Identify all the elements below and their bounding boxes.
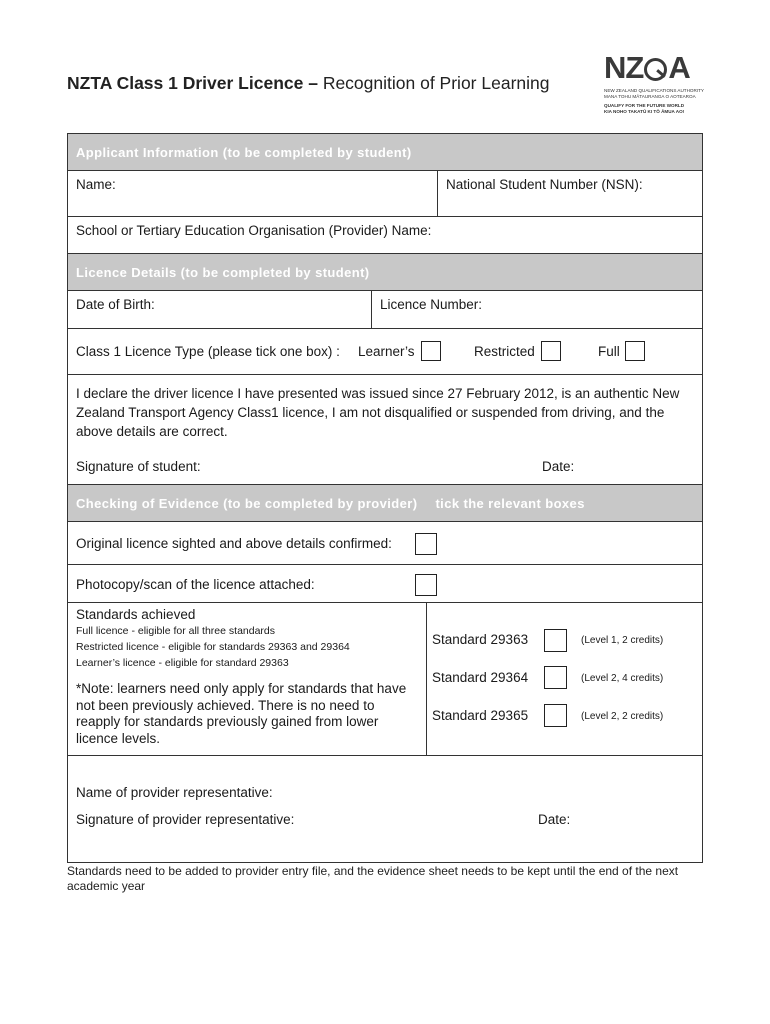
restricted-checkbox[interactable] [541, 341, 561, 361]
licence-sighted-row [68, 522, 702, 565]
nsn-label: National Student Number (NSN): [446, 177, 643, 192]
form-title [67, 73, 549, 94]
standard-29363-checkbox[interactable] [544, 629, 567, 652]
student-date-label[interactable]: Date: [542, 459, 575, 474]
licence-number-field[interactable] [372, 291, 702, 328]
dob-label: Date of Birth: [76, 297, 155, 312]
name-label: Name: [76, 177, 116, 192]
learners-checkbox[interactable] [421, 341, 441, 361]
form-title-bold: NZTA Class 1 Driver Licence – [67, 73, 318, 93]
standard-29365-detail: (Level 2, 2 credits) [581, 711, 664, 722]
provider-row [68, 217, 702, 254]
declaration-row [68, 375, 702, 485]
eligibility-full: Full licence - eligible for all three standards [76, 625, 276, 637]
dob-field[interactable] [68, 291, 372, 328]
standard-29364-detail: (Level 2, 4 credits) [581, 673, 664, 684]
provider-name-field[interactable] [68, 217, 702, 253]
restricted-label: Restricted [474, 344, 535, 359]
dob-licence-row [68, 291, 702, 329]
photocopy-row [68, 565, 702, 603]
provider-label: School or Tertiary Education Organisation (Provider) Name: [76, 223, 432, 238]
nzqa-logo [604, 52, 704, 114]
licence-section-heading: Licence Details (to be completed by student) [68, 254, 702, 291]
full-checkbox[interactable] [625, 341, 645, 361]
rpl-form [67, 133, 703, 863]
standard-29365-label: Standard 29365 [432, 708, 529, 723]
standard-29363-label: Standard 29363 [432, 632, 529, 647]
rep-date-label[interactable]: Date: [538, 812, 571, 827]
logo-line-3: QUALIFY FOR THE FUTURE WORLD [604, 103, 685, 108]
licence-number-label: Licence Number: [380, 297, 483, 312]
applicant-section-heading: Applicant Information (to be completed by student) [68, 134, 702, 171]
applicant-name-row [68, 171, 702, 217]
logo-line-2: MANA TOHU MĀTAURANGA O AOTEAROA [604, 93, 696, 99]
evidence-section-heading: Checking of Evidence (to be completed by provider) tick the relevant boxes [68, 485, 702, 522]
licence-sighted-checkbox[interactable] [415, 533, 437, 555]
name-field[interactable] [68, 171, 438, 216]
standard-29365-checkbox[interactable] [544, 704, 567, 727]
nsn-field[interactable] [438, 171, 702, 216]
student-signature-label[interactable]: Signature of student: [76, 459, 201, 474]
form-title-rest: Recognition of Prior Learning [317, 73, 550, 93]
eligibility-restricted: Restricted licence - eligible for standards 29363 and 29364 [76, 641, 350, 653]
standards-note: *Note: learners need only apply for standards that have not been previously achieved. There is no need to reapply for standards previously gained from lower licence levels. [76, 681, 407, 746]
footer-note: Standards need to be added to provider entry file, and the evidence sheet needs to be kept until the end of the next academic year [67, 864, 679, 893]
declaration-text: I declare the driver licence I have presented was issued since 27 February 2012, is an authentic New Zealand Transport Agency Class1 licence, I am not disqualified or suspended from driving, and the above details are correct. [76, 386, 680, 439]
full-label: Full [598, 344, 620, 359]
evidence-heading-note: tick the relevant boxes [435, 495, 585, 511]
standards-info [76, 606, 421, 747]
standard-29363-detail: (Level 1, 2 credits) [581, 635, 664, 646]
logo-line-1: NEW ZEALAND QUALIFICATIONS AUTHORITY [604, 88, 704, 93]
rep-signature-label[interactable]: Signature of provider representative: [76, 812, 295, 827]
licence-type-label: Class 1 Licence Type (please tick one box) : [76, 344, 340, 359]
learners-label: Learner’s [358, 344, 415, 359]
rep-name-label[interactable]: Name of provider representative: [76, 785, 273, 800]
photocopy-label: Photocopy/scan of the licence attached: [76, 577, 315, 592]
standard-29364-checkbox[interactable] [544, 666, 567, 689]
provider-representative-row [68, 756, 702, 862]
standard-29364-label: Standard 29364 [432, 670, 529, 685]
logo-wordmark: NZ A [604, 50, 690, 85]
standards-title: Standards achieved [76, 607, 196, 622]
licence-sighted-label: Original licence sighted and above details confirmed: [76, 536, 392, 551]
standards-row [68, 603, 702, 756]
magnifier-icon [644, 58, 667, 81]
licence-type-row [68, 329, 702, 375]
logo-line-4: KIA NOHO TAKATŪ KI TŌ ĀMUA AO! [604, 108, 685, 114]
eligibility-learners: Learner’s licence - eligible for standard 29363 [76, 657, 289, 669]
photocopy-checkbox[interactable] [415, 574, 437, 596]
